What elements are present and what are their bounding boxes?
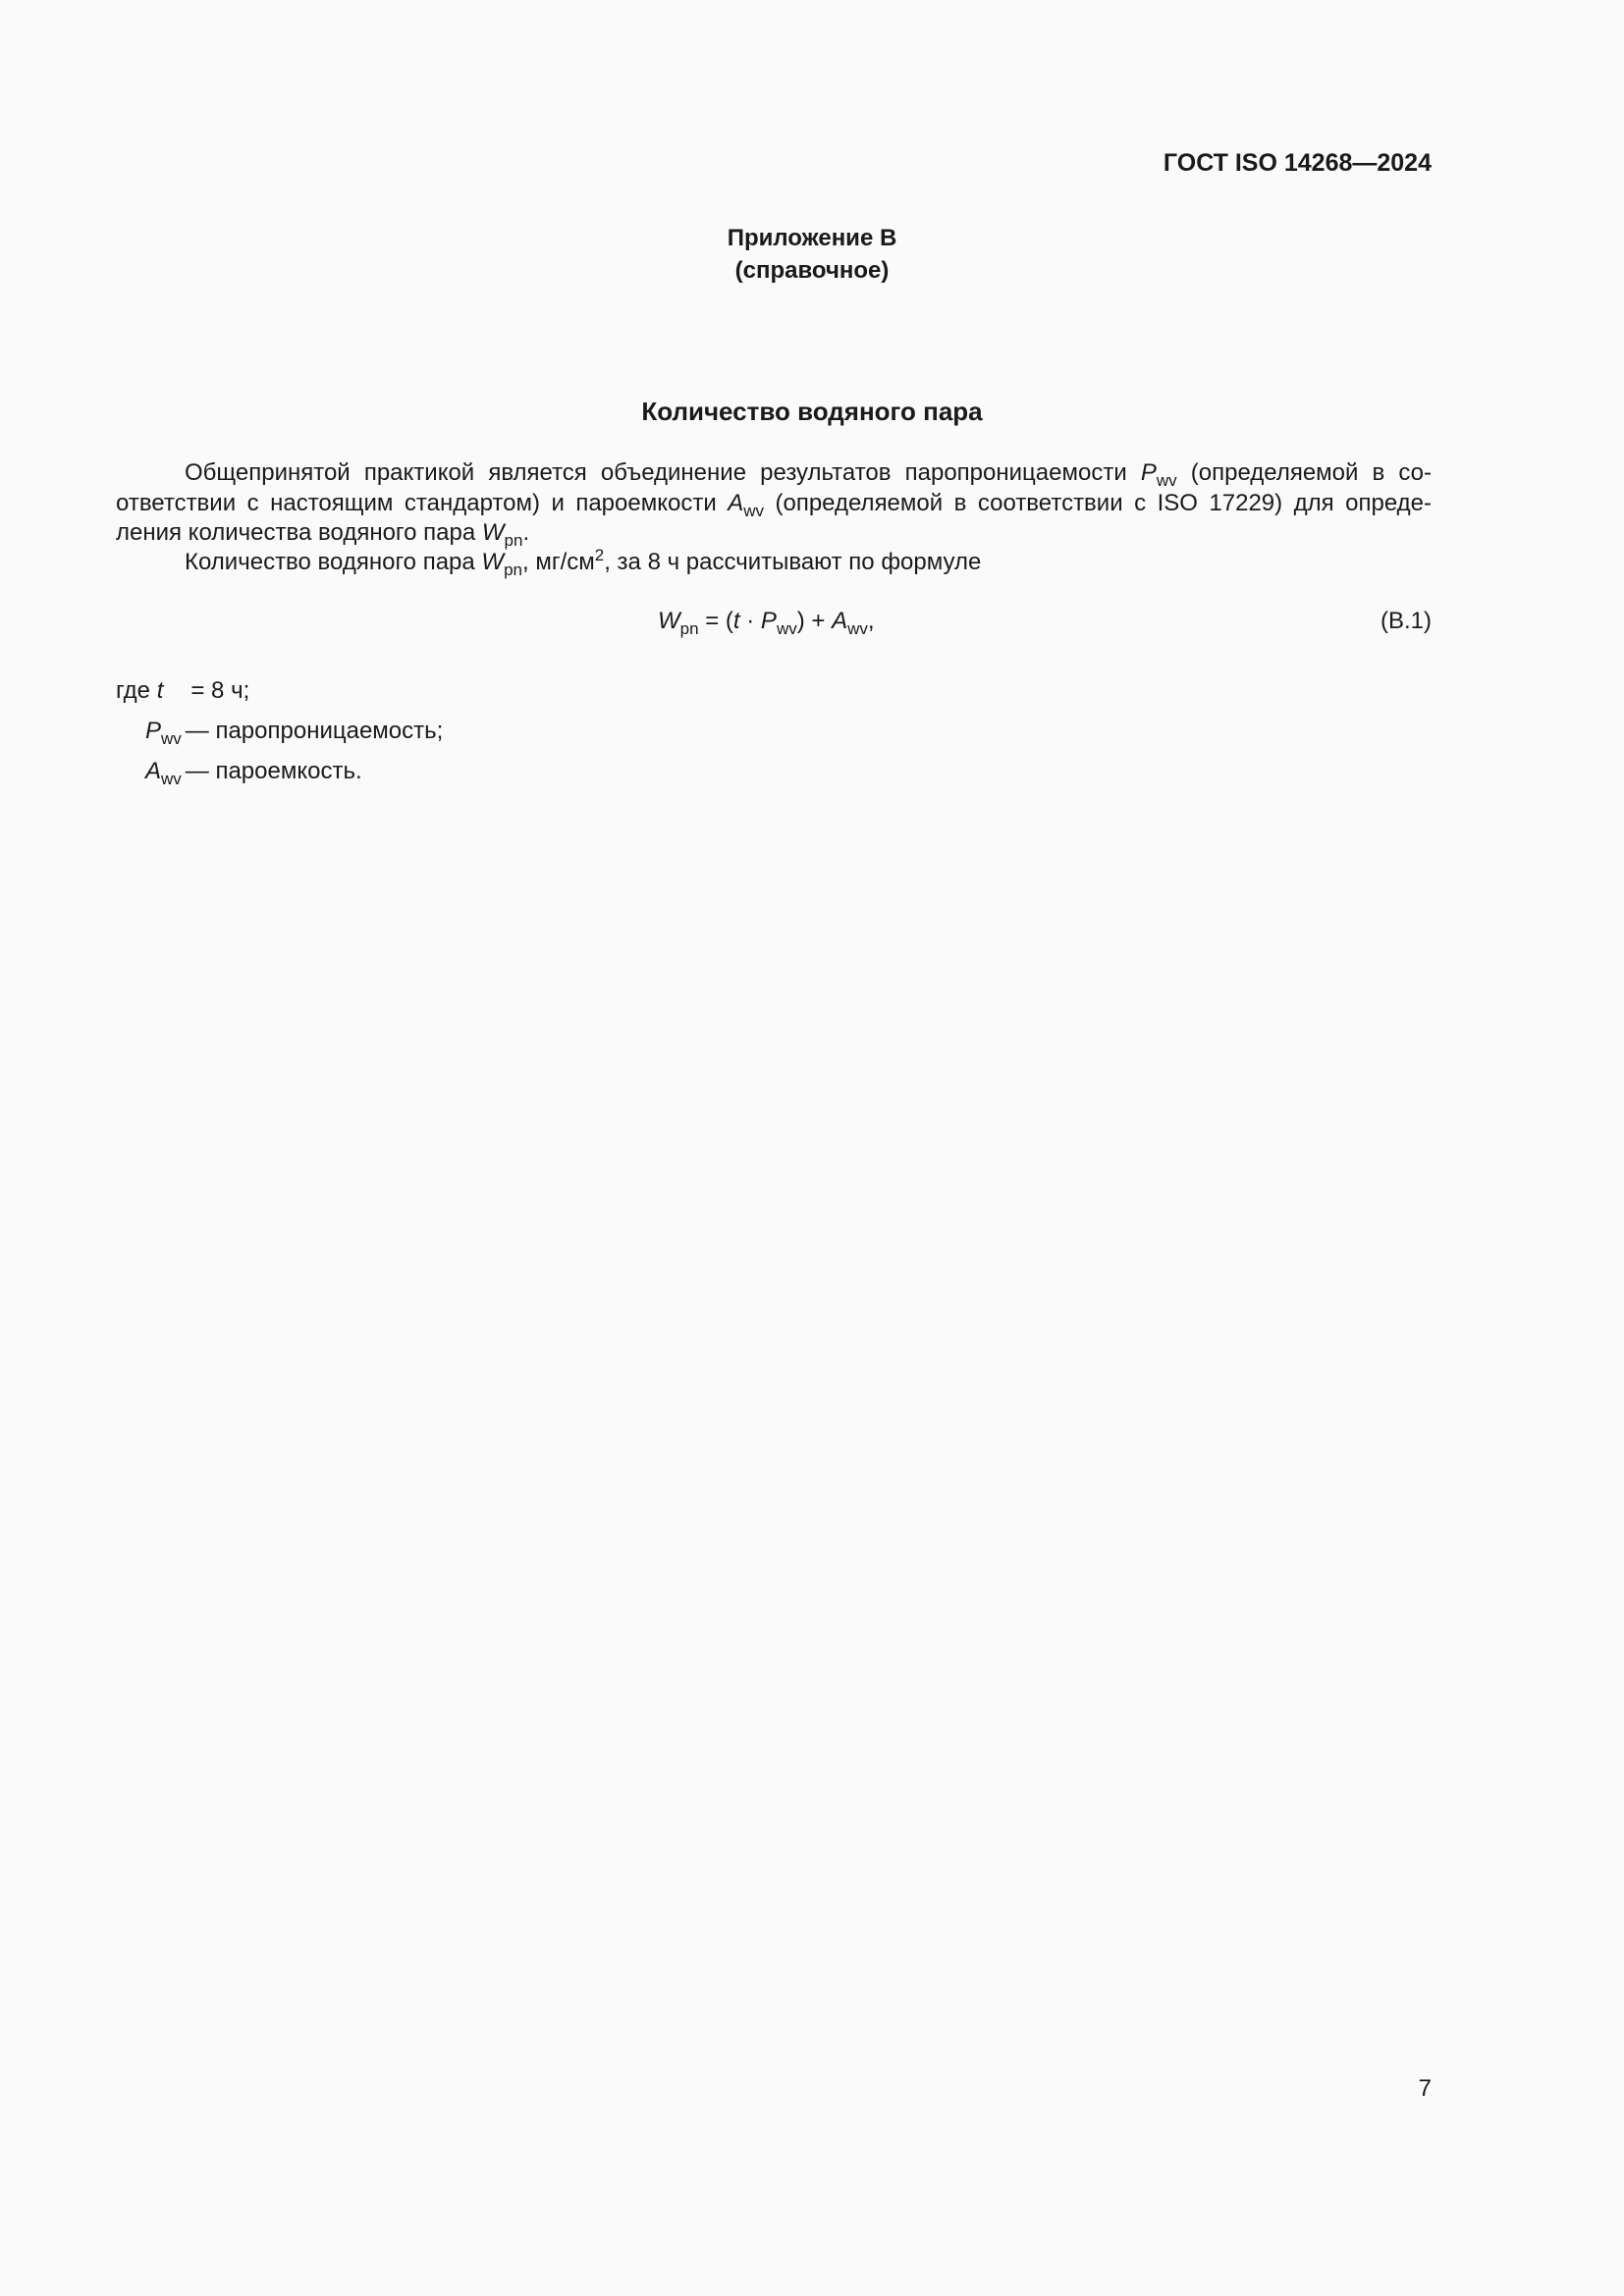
subscript: wv bbox=[776, 619, 797, 638]
symbol: P bbox=[145, 718, 162, 744]
text: = 8 ч; bbox=[190, 677, 250, 704]
text: — пароемкость. bbox=[185, 758, 362, 784]
text: ответствии с настоящим стандартом) и пароемкости bbox=[116, 490, 729, 516]
text: , мг/см bbox=[521, 549, 595, 575]
section-title: Количество водяного пара bbox=[641, 397, 983, 426]
subscript: pn bbox=[504, 561, 522, 579]
paragraph-line bbox=[116, 458, 1432, 488]
where-p bbox=[145, 718, 444, 748]
subscript: wv bbox=[847, 619, 868, 638]
symbol: P bbox=[1140, 459, 1157, 486]
subscript: wv bbox=[743, 502, 765, 520]
text: ) + bbox=[796, 608, 833, 634]
text: Количество водяного пара bbox=[185, 549, 482, 575]
symbol: W bbox=[658, 608, 680, 634]
text: · bbox=[739, 608, 761, 634]
page-number: 7 bbox=[1418, 2075, 1432, 2102]
where-t bbox=[116, 677, 249, 705]
symbol: W bbox=[481, 549, 505, 575]
subscript: wv bbox=[161, 729, 182, 748]
text: (определяемой в соответствии с ISO 17229) для опреде- bbox=[764, 490, 1432, 516]
text: где bbox=[116, 677, 157, 704]
superscript: 2 bbox=[594, 546, 605, 564]
text: (определяемой в со- bbox=[1176, 459, 1433, 486]
paragraph-line bbox=[116, 548, 1432, 577]
subscript: wv bbox=[1156, 471, 1177, 490]
paragraph-line bbox=[116, 489, 1432, 518]
symbol: A bbox=[145, 758, 162, 784]
subscript: wv bbox=[161, 770, 182, 788]
text: — паропроницаемость; bbox=[185, 718, 444, 744]
subscript: pn bbox=[504, 531, 523, 550]
symbol: t bbox=[156, 677, 164, 704]
text: ления количества водяного пара bbox=[116, 519, 482, 546]
symbol: A bbox=[728, 490, 744, 516]
document-id: ГОСТ ISO 14268—2024 bbox=[1163, 149, 1432, 177]
text: . bbox=[522, 519, 530, 546]
where-a bbox=[145, 758, 362, 788]
symbol: W bbox=[481, 519, 505, 546]
text: , за 8 ч рассчитывают по формуле bbox=[604, 549, 982, 575]
symbol: P bbox=[760, 608, 777, 634]
paragraph-line bbox=[116, 518, 1432, 548]
formula bbox=[658, 608, 875, 638]
formula-number: (B.1) bbox=[1380, 608, 1432, 634]
text: = ( bbox=[698, 608, 733, 634]
text: , bbox=[867, 608, 875, 634]
symbol: t bbox=[732, 608, 740, 634]
appendix-subtitle: (справочное) bbox=[734, 257, 890, 284]
subscript: pn bbox=[679, 619, 699, 638]
symbol: A bbox=[832, 608, 848, 634]
text: Общепринятой практикой является объединение результатов паропроницаемости bbox=[185, 459, 1141, 486]
appendix-title: Приложение В bbox=[727, 225, 897, 251]
